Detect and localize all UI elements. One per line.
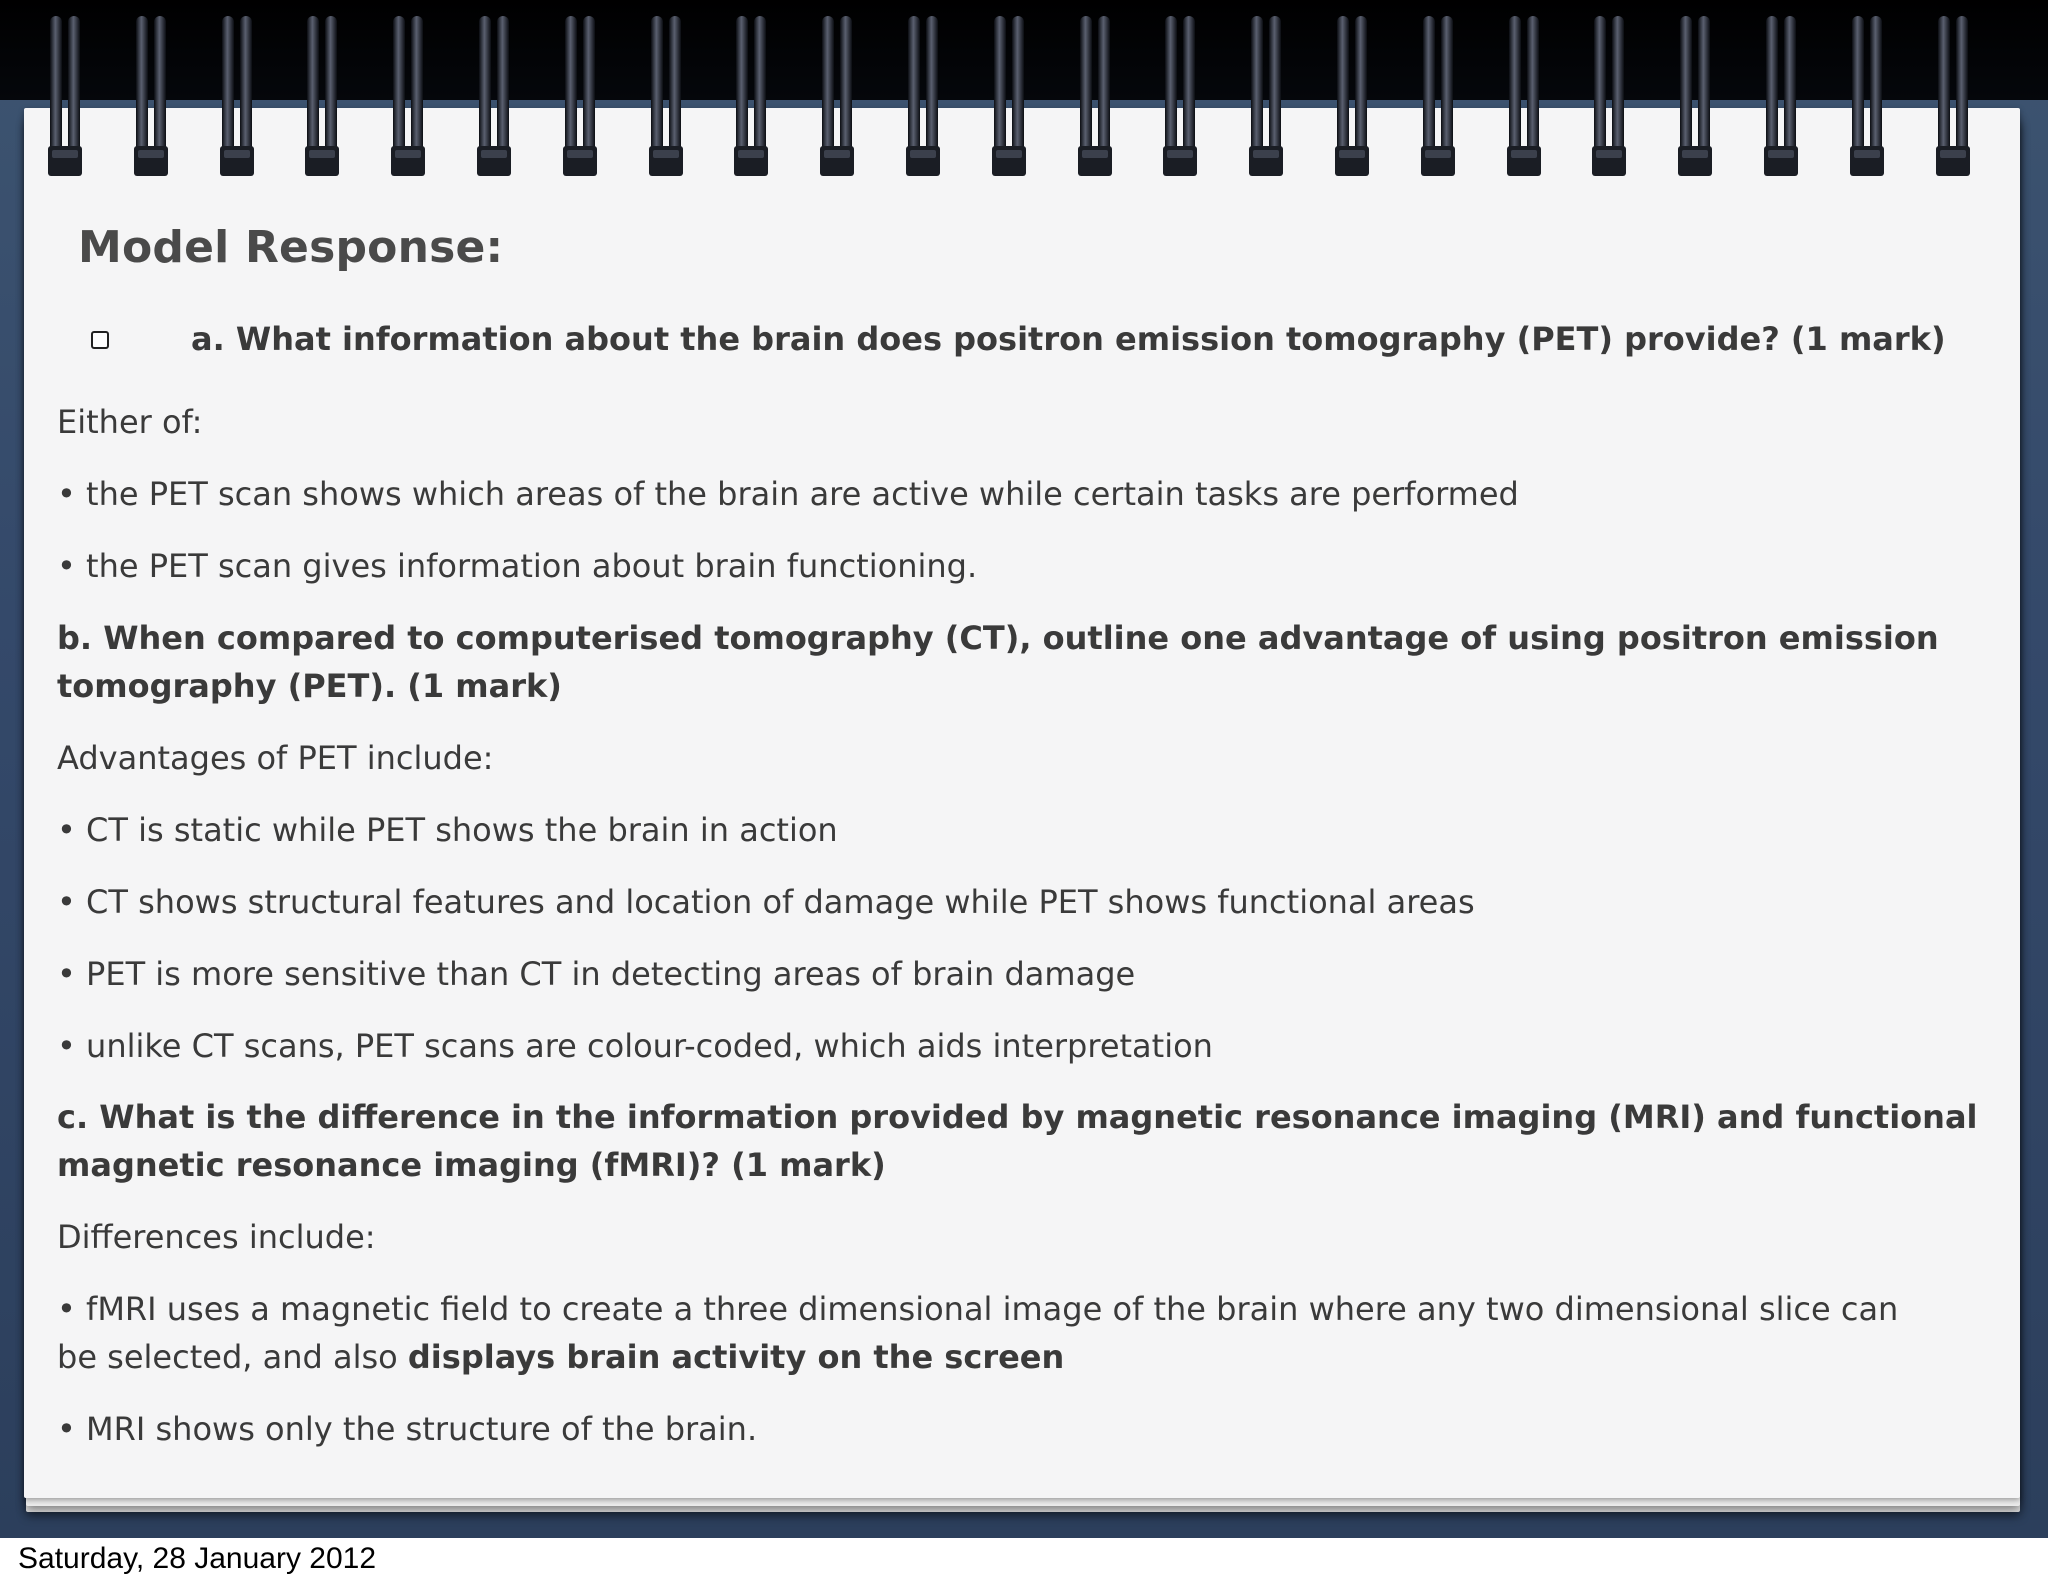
answer-b-bullet-1: • CT is static while PET shows the brain in action (57, 811, 838, 849)
answer-b-bullet-2: • CT shows structural features and location of damage while PET shows functional areas (57, 883, 1475, 921)
answer-c-bullet-1-plain: be selected, and also (57, 1338, 408, 1376)
answer-c-bullet-1-bold: displays brain activity on the screen (407, 1338, 1065, 1376)
answer-c-bullet-2: • MRI shows only the structure of the brain. (57, 1410, 758, 1448)
question-a: a. What information about the brain does positron emission tomography (PET) provide? (1 mark) (191, 320, 1946, 358)
answer-c-bullet-1-line-1: • fMRI uses a magnetic field to create a three dimensional image of the brain where any two dimensional slice can (57, 1290, 1899, 1328)
answer-b-bullet-4: • unlike CT scans, PET scans are colour-coded, which aids interpretation (57, 1027, 1213, 1065)
slide-title: Model Response: (78, 222, 504, 273)
question-c-line-1: c. What is the difference in the information provided by magnetic resonance imaging (MRI) and functional (57, 1098, 1978, 1136)
answer-a-bullet-2: • the PET scan gives information about brain functioning. (57, 547, 978, 585)
advantages-intro: Advantages of PET include: (57, 739, 494, 777)
question-b-line-2: tomography (PET). (1 mark) (57, 667, 562, 705)
question-b-line-1: b. When compared to computerised tomography (CT), outline one advantage of using positron emission (57, 619, 1939, 657)
question-c-line-2: magnetic resonance imaging (fMRI)? (1 mark) (57, 1146, 886, 1184)
differences-intro: Differences include: (57, 1218, 376, 1256)
answer-c-bullet-1-line-2 (57, 1338, 1064, 1376)
bullet-square-icon (91, 331, 109, 349)
footer-date: Saturday, 28 January 2012 (18, 1542, 377, 1575)
either-of-label: Either of: (57, 403, 203, 441)
answer-a-bullet-1: • the PET scan shows which areas of the brain are active while certain tasks are performed (57, 475, 1519, 513)
answer-b-bullet-3: • PET is more sensitive than CT in detecting areas of brain damage (57, 955, 1136, 993)
